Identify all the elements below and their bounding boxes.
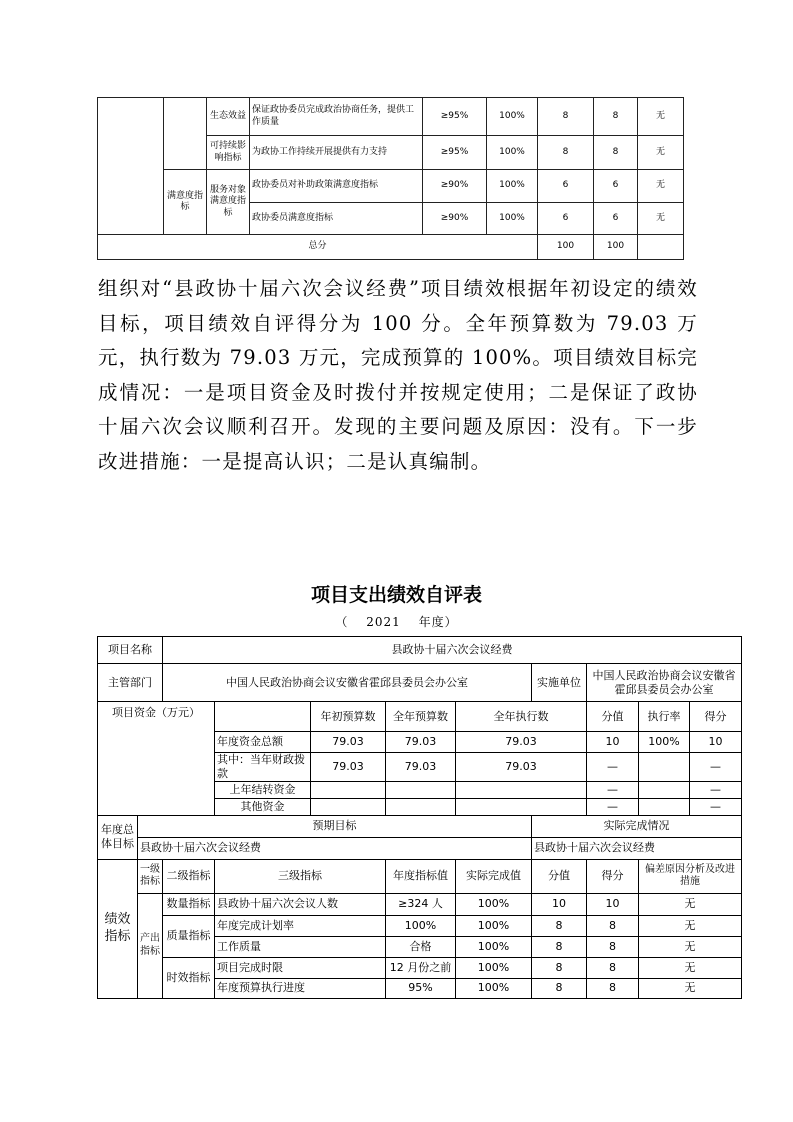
dept-value: 中国人民政治协商会议安徽省霍邱县委员会办公室: [163, 664, 532, 702]
page-title: 项目支出绩效自评表: [310, 584, 482, 606]
ind-level2: 时效指标: [163, 957, 215, 998]
header-annual-budget: 全年预算数: [386, 702, 456, 732]
funds-initial: [311, 798, 386, 815]
funds-rate: [639, 781, 690, 798]
ind-score: 8: [587, 957, 639, 978]
funds-score: —: [690, 781, 742, 798]
ind-actual: 100%: [456, 915, 532, 936]
funds-header-empty: [215, 702, 311, 732]
ind-level3: 县政协十届六次会议人数: [215, 893, 386, 915]
top-deviation-cell: 无: [638, 170, 684, 203]
ind-score-value: 10: [532, 893, 587, 915]
funds-row-label: 其中：当年财政拨款: [215, 753, 311, 782]
top-score-value-cell: 8: [538, 98, 594, 136]
top-actual-cell: 100%: [487, 98, 538, 136]
top-actual-cell: 100%: [487, 170, 538, 203]
ind-target: 100%: [386, 915, 456, 936]
top-score-cell: 6: [594, 203, 638, 235]
funds-initial: 79.03: [311, 753, 386, 782]
ind-score: 10: [587, 893, 639, 915]
annual-goal-label: 年度总体目标: [98, 815, 138, 859]
ind-deviation: 无: [639, 915, 742, 936]
header-rate: 执行率: [639, 702, 690, 732]
top-level1-cell: 满意度指标: [164, 170, 207, 235]
ind-header-score: 得分: [587, 859, 639, 893]
funds-annual: 79.03: [386, 753, 456, 782]
funds-executed: [456, 798, 587, 815]
top-score-cell: 8: [594, 136, 638, 170]
top-total-value: 100: [538, 235, 594, 260]
year-label: （ 2021 年度）: [335, 615, 458, 629]
ind-header-deviation: 偏差原因分析及改进措施: [639, 859, 742, 893]
funds-score: 10: [690, 732, 742, 753]
top-empty-cell-2: [164, 98, 207, 170]
top-target-cell: ≥95%: [423, 98, 487, 136]
ind-header-level1: 一级指标: [138, 859, 163, 893]
ind-header-score-value: 分值: [532, 859, 587, 893]
top-level2-cell: 服务对象满意度指标: [207, 170, 250, 235]
top-total-empty: [638, 235, 684, 260]
actual-goal-label: 实际完成情况: [532, 815, 742, 837]
top-actual-cell: 100%: [487, 136, 538, 170]
header-score-value: 分值: [587, 702, 639, 732]
top-deviation-cell: 无: [638, 203, 684, 235]
top-total-label: 总分: [98, 235, 538, 260]
summary-paragraph: 组织对“县政协十届六次会议经费”项目绩效根据年初设定的绩效目标，项目绩效自评得分为 100 分。全年预算数为 79.03 万元，执行数为 79.03 万元，完成预算的 100%。项目绩效目标完成情况：一是项目资金及时拨付并按规定使用；二是保证了政协十届六次会议顺利召开。发现的主要问题及原因：没有。下一步改进措施：一是提高认识；二是认真编制。: [98, 277, 698, 473]
ind-level3: 工作质量: [215, 936, 386, 957]
ind-deviation: 无: [639, 936, 742, 957]
funds-annual: [386, 781, 456, 798]
ind-actual: 100%: [456, 957, 532, 978]
top-actual-cell: 100%: [487, 203, 538, 235]
funds-annual: [386, 798, 456, 815]
top-level3-cell: 为政协工作持续开展提供有力支持: [250, 136, 423, 170]
funds-score-value: 10: [587, 732, 639, 753]
funds-label: 项目资金（万元）: [98, 702, 215, 816]
project-name-value: 县政协十届六次会议经费: [163, 637, 742, 664]
funds-executed: [456, 781, 587, 798]
actual-goal-value: 县政协十届六次会议经费: [532, 837, 742, 859]
header-executed: 全年执行数: [456, 702, 587, 732]
funds-score-value: —: [587, 798, 639, 815]
ind-deviation: 无: [639, 893, 742, 915]
top-target-cell: ≥95%: [423, 136, 487, 170]
funds-row-label: 上年结转资金: [215, 781, 311, 798]
funds-initial: 79.03: [311, 732, 386, 753]
funds-score-value: —: [587, 753, 639, 782]
output-indicator-label: 产出指标: [138, 893, 163, 998]
ind-target: 95%: [386, 978, 456, 998]
ind-level3: 年度完成计划率: [215, 915, 386, 936]
top-level3-cell: 政协委员对补助政策满意度指标: [250, 170, 423, 203]
ind-score-value: 8: [532, 936, 587, 957]
expected-goal-label: 预期目标: [138, 815, 532, 837]
ind-score-value: 8: [532, 915, 587, 936]
ind-level3: 年度预算执行进度: [215, 978, 386, 998]
top-total-score: 100: [594, 235, 638, 260]
top-score-value-cell: 6: [538, 203, 594, 235]
ind-header-target: 年度指标值: [386, 859, 456, 893]
ind-actual: 100%: [456, 936, 532, 957]
ind-header-actual: 实际完成值: [456, 859, 532, 893]
top-deviation-cell: 无: [638, 98, 684, 136]
ind-target: ≥324 人: [386, 893, 456, 915]
ind-score: 8: [587, 936, 639, 957]
funds-executed: 79.03: [456, 732, 587, 753]
funds-row-label: 其他资金: [215, 798, 311, 815]
top-target-cell: ≥90%: [423, 170, 487, 203]
funds-rate: 100%: [639, 732, 690, 753]
funds-rate: [639, 798, 690, 815]
ind-header-level2: 二级指标: [163, 859, 215, 893]
top-score-value-cell: 8: [538, 136, 594, 170]
top-score-value-cell: 6: [538, 170, 594, 203]
header-initial-budget: 年初预算数: [311, 702, 386, 732]
ind-actual: 100%: [456, 893, 532, 915]
ind-deviation: 无: [639, 978, 742, 998]
ind-score-value: 8: [532, 957, 587, 978]
funds-score: —: [690, 753, 742, 782]
impl-label: 实施单位: [532, 664, 587, 702]
ind-target: 12 月份之前: [386, 957, 456, 978]
funds-row-label: 年度资金总额: [215, 732, 311, 753]
ind-score: 8: [587, 978, 639, 998]
ind-target: 合格: [386, 936, 456, 957]
funds-initial: [311, 781, 386, 798]
impl-value: 中国人民政治协商会议安徽省霍邱县委员会办公室: [587, 664, 742, 702]
top-level2-cell: 生态效益: [207, 98, 250, 136]
self-evaluation-table: [97, 636, 742, 999]
top-level3-cell: 保证政协委员完成政治协商任务，提供工作质量: [250, 98, 423, 136]
funds-score-value: —: [587, 781, 639, 798]
ind-deviation: 无: [639, 957, 742, 978]
ind-level2: 数量指标: [163, 893, 215, 915]
top-score-cell: 6: [594, 170, 638, 203]
header-score: 得分: [690, 702, 742, 732]
ind-level2: 质量指标: [163, 915, 215, 957]
top-empty-cell-1: [98, 98, 164, 235]
top-level3-cell: 政协委员满意度指标: [250, 203, 423, 235]
top-level2-cell: 可持续影响指标: [207, 136, 250, 170]
top-deviation-cell: 无: [638, 136, 684, 170]
ind-level3: 项目完成时限: [215, 957, 386, 978]
ind-score: 8: [587, 915, 639, 936]
funds-score: —: [690, 798, 742, 815]
top-score-cell: 8: [594, 98, 638, 136]
funds-rate: [639, 753, 690, 782]
dept-label: 主管部门: [98, 664, 163, 702]
ind-header-level3: 三级指标: [215, 859, 386, 893]
funds-annual: 79.03: [386, 732, 456, 753]
funds-executed: 79.03: [456, 753, 587, 782]
indicators-label: 绩效指标: [98, 859, 138, 998]
top-indicator-table: [97, 97, 684, 260]
top-target-cell: ≥90%: [423, 203, 487, 235]
ind-actual: 100%: [456, 978, 532, 998]
project-name-label: 项目名称: [98, 637, 163, 664]
ind-score-value: 8: [532, 978, 587, 998]
expected-goal-value: 县政协十届六次会议经费: [138, 837, 532, 859]
